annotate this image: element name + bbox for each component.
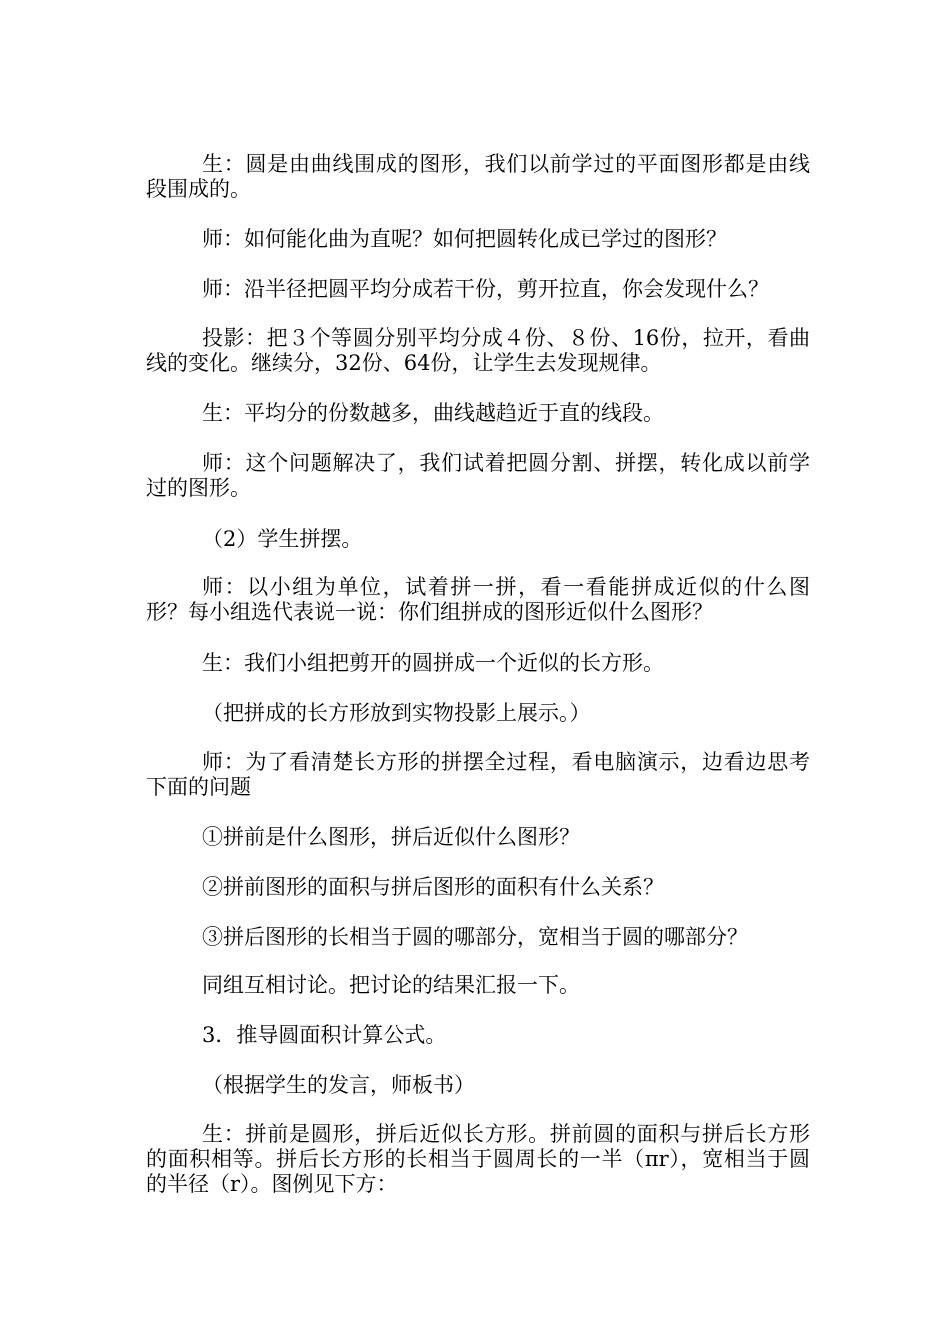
question-item-3: ③拼后图形的长相当于圆的哪部分，宽相当于圆的哪部分？ (202, 925, 748, 949)
paragraph-projection: 投影：把３个等圆分别平均分成４份、８份、16份，拉开，看曲线的变化。继续分，32份、64份，让学生去发现规律。 (146, 326, 810, 375)
paragraph-teacher-cut-along-radius: 师：沿半径把圆平均分成若干份，剪开拉直，你会发现什么？ (202, 277, 769, 301)
section-heading-derive-formula: 3．推导圆面积计算公式。 (202, 1023, 447, 1047)
paragraph-student-rectangle: 生：我们小组把剪开的圆拼成一个近似的长方形。 (202, 651, 664, 675)
paragraph-display-note: （把拼成的长方形放到实物投影上展示。） (202, 701, 591, 725)
question-item-2: ②拼前图形的面积与拼后图形的面积有什么关系？ (202, 875, 664, 899)
question-item-1: ①拼前是什么图形，拼后近似什么图形？ (202, 825, 580, 849)
paragraph-student-circle-curve: 生：圆是由曲线围成的图形，我们以前学过的平面图形都是由线段围成的。 (146, 152, 810, 201)
paragraph-group-discussion: 同组互相讨论。把讨论的结果汇报一下。 (202, 973, 580, 997)
paragraph-teacher-curve-to-straight: 师：如何能化曲为直呢？如何把圆转化成已学过的图形？ (202, 227, 727, 251)
section-heading-student-arrange: （2）学生拼摆。 (202, 527, 363, 551)
paragraph-teacher-computer-demo: 师：为了看清楚长方形的拼摆全过程，看电脑演示，边看边思考下面的问题 (146, 750, 810, 799)
paragraph-student-conclusion: 生：拼前是圆形，拼后近似长方形。拼前圆的面积与拼后长方形的面积相等。拼后长方形的长相当于圆周长的一半（πr），宽相当于圆的半径（r）。图例见下方： (146, 1122, 810, 1196)
paragraph-student-more-parts: 生：平均分的份数越多，曲线越趋近于直的线段。 (202, 401, 664, 425)
paragraph-teacher-group-work: 师：以小组为单位，试着拼一拼，看一看能拼成近似的什么图形？每小组选代表说一说：你们组拼成的图形近似什么图形？ (146, 575, 810, 624)
paragraph-board-writing-note: （根据学生的发言，师板书） (202, 1073, 475, 1097)
paragraph-teacher-problem-solved: 师：这个问题解决了，我们试着把圆分割、拼摆，转化成以前学过的图形。 (146, 451, 810, 500)
